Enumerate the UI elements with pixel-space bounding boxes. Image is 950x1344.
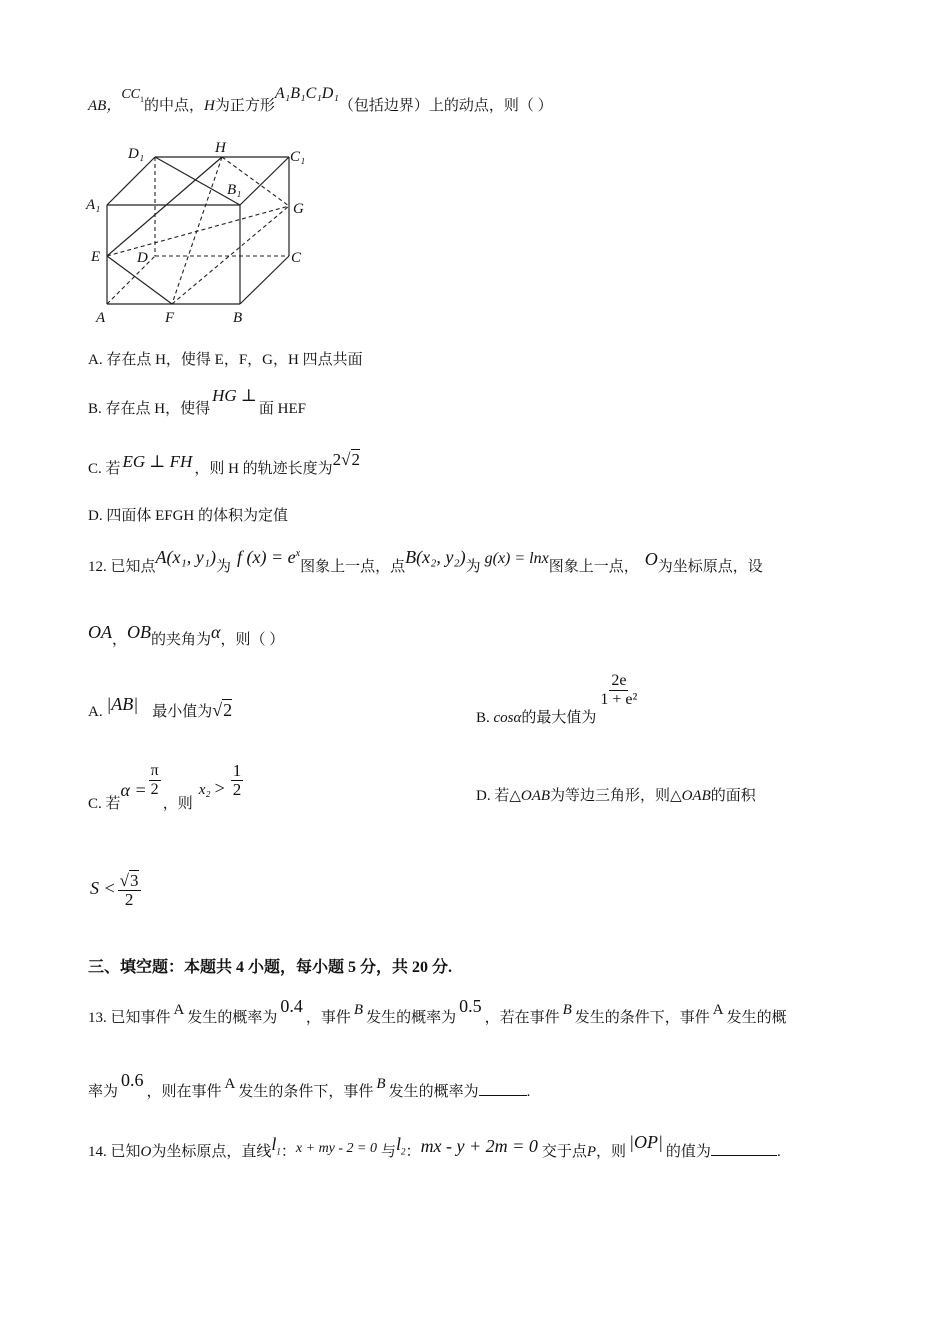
q11-option-c-math: EG ⊥ FH: [122, 452, 193, 471]
label-c1: C₁: [290, 149, 306, 165]
q11-option-b-math: HG ⊥: [212, 386, 257, 405]
q13-answer-blank[interactable]: [479, 1095, 527, 1096]
q12-line2-tail: ，则（ ）: [220, 632, 285, 648]
q13-f: 发生的条件下，事件: [574, 1010, 710, 1026]
q11-option-c-val: 2: [332, 450, 342, 469]
q13-l2-b: ，则在事件: [146, 1084, 222, 1100]
q12-option-c-x2: x₂: [198, 781, 211, 798]
q14-line: [88, 1132, 781, 1168]
q12-option-d-pre: D. 若: [476, 788, 510, 804]
q11-intro: [88, 85, 553, 122]
q12-pre: 12. 已知点: [88, 559, 156, 575]
q12-option-c-alpha: α =: [120, 779, 147, 800]
q12-option-d-tri2: △OAB: [670, 788, 711, 804]
label-d: D: [137, 250, 148, 266]
q12-option-a-pre: A.: [88, 704, 103, 720]
edge-a1d1: [107, 157, 155, 205]
label-c: C: [291, 250, 302, 266]
q13-event-b: B: [353, 1002, 364, 1018]
label-a: A: [96, 310, 106, 326]
q13-c: ，事件: [305, 1010, 351, 1026]
q11-mid: 的中点，: [144, 98, 205, 114]
q14-op: |OP|: [629, 1132, 663, 1152]
q11-tail: （包括边界）上的动点，则（ ）: [338, 98, 553, 114]
q12-option-c-two2: 2: [232, 780, 242, 799]
q13-b: 发生的概率为: [187, 1010, 278, 1026]
label-f: F: [165, 310, 175, 326]
q14-l2-sub: 2: [401, 1146, 406, 1157]
q11-option-d: D. 四面体 EFGH 的体积为定值: [88, 508, 289, 524]
q14-colon1: ：: [280, 1144, 296, 1160]
q12-option-b-num: 2e: [611, 672, 627, 689]
q12-wei: 为: [216, 559, 232, 575]
q12-option-d: [476, 786, 756, 806]
q12-point-b: B(x₂, y₂): [405, 547, 466, 567]
q12-line2: [88, 622, 285, 650]
q12-mid2: 图象上一点，: [548, 559, 639, 575]
q12-comma: ，: [112, 632, 128, 648]
q12-mid-angle: 的夹角为: [151, 632, 212, 648]
q12-ob: OB: [127, 622, 152, 642]
q13-event-b2: B: [562, 1002, 572, 1018]
q11-square: 为正方形: [214, 98, 275, 114]
q11-option-c: C. 若 EG ⊥ FH ，则 H 的轨迹长度为2√2: [88, 450, 361, 477]
q14-yu: 与: [381, 1144, 397, 1160]
q12-option-d-tri: △OAB: [509, 788, 551, 804]
q11-ab: AB，: [88, 98, 122, 114]
q12-tail: 为坐标原点，设: [657, 559, 763, 575]
q13-l2-d: 发生的概率为: [388, 1084, 479, 1100]
q12-option-c-pi: π: [150, 762, 159, 779]
q12-oa: OA: [88, 622, 112, 642]
cube-figure: [80, 130, 320, 330]
label-d1: D₁: [128, 146, 145, 162]
q12-option-d-mid: 为等边三角形，则: [550, 788, 671, 804]
q12-func-g: g(x) = lnx: [484, 550, 549, 567]
q12-option-c-gt: >: [214, 777, 225, 798]
q12-option-c: [88, 761, 245, 812]
q11-option-c-mid: ，则 H 的轨迹长度为: [194, 461, 333, 477]
q11-option-c-sqrt: 2: [351, 450, 361, 469]
q14-answer-blank[interactable]: [711, 1155, 777, 1156]
q12-option-a-math: |AB|: [106, 694, 139, 714]
q14-l1-sub: 1: [276, 1146, 281, 1157]
q14-a: 14. 已知: [88, 1144, 141, 1160]
q11-h: H: [204, 98, 215, 114]
q12-option-a-sqrt: 2: [223, 700, 233, 720]
q12-option-a: A. |AB| 最小值为√2: [88, 694, 233, 720]
q14-l2: l: [396, 1134, 402, 1154]
q12-option-b-mid: 的最大值为: [521, 709, 597, 726]
q13-l2-p: 0.6: [121, 1070, 144, 1090]
edge-b1c1: [240, 157, 289, 205]
q12-option-c-one: 1: [232, 761, 242, 780]
section3-heading: 三、填空题：本题共 4 小题，每小题 5 分，共 20 分.: [88, 959, 453, 976]
segment-fg: [172, 206, 289, 304]
q12-option-b-den: 1 + e²: [600, 691, 638, 708]
q14-end: .: [776, 1144, 781, 1160]
q12-origin: O: [644, 549, 658, 569]
q13-l2-end: .: [526, 1084, 531, 1100]
q14-l1: l: [271, 1134, 277, 1154]
q14-colon2: ：: [405, 1144, 421, 1160]
q14-eq1: x + my - 2 = 0: [295, 1141, 378, 1156]
q11-cc: CC: [121, 87, 141, 102]
edge-bc: [240, 256, 289, 304]
q12-option-b-pre: B.: [476, 709, 490, 726]
q13-event-a: A: [173, 1002, 185, 1018]
q11-a1b1c1d1: A₁B₁C₁D₁: [274, 85, 339, 102]
q14-eq2: mx - y + 2m = 0: [420, 1136, 538, 1156]
q13-l2-event-b: B: [376, 1076, 386, 1092]
q13-line2: [88, 1070, 531, 1102]
q12-point-a: A(x₁, y₁): [155, 547, 216, 567]
q12-alpha: α: [211, 622, 221, 642]
q12-option-c-ze: ，则: [162, 795, 193, 812]
q12-option-c-pre: C. 若: [88, 795, 121, 812]
label-a1: A₁: [86, 197, 101, 213]
q12-wei2: 为: [465, 559, 481, 575]
q13-l2-c: 发生的条件下，事件: [238, 1084, 374, 1100]
q11-option-b: [88, 386, 306, 419]
q11-option-c-pre: C. 若: [88, 461, 121, 477]
q13-l2-event-a: A: [224, 1076, 236, 1092]
label-e: E: [91, 249, 101, 265]
q14-point-p: P: [586, 1144, 597, 1160]
q14-c: 交于点: [541, 1144, 587, 1160]
label-b1: B₁: [227, 182, 242, 198]
q12-func-f: f (x) = e: [237, 547, 296, 567]
q12-option-c-two: 2: [150, 781, 159, 798]
q12-func-f-sup: x: [295, 548, 301, 559]
q12-option-d-area: S < $\frac{√3}{2}$: [90, 871, 139, 909]
q12-s-den: 2: [124, 890, 134, 909]
q12-line1: [88, 547, 763, 577]
q13-p1: 0.4: [280, 996, 303, 1016]
q12-option-b: [476, 672, 641, 726]
segment-eg: [107, 206, 289, 256]
q12-option-b-cos: cosα: [493, 709, 522, 726]
q13-p2: 0.5: [459, 996, 482, 1016]
q12-s-num: 3: [130, 871, 139, 890]
q12-option-d-tail: 的面积: [710, 788, 756, 804]
q13-event-a2: A: [712, 1002, 724, 1018]
q13-line1: [88, 996, 787, 1028]
q11-option-a: A. 存在点 H，使得 E，F，G，H 四点共面: [88, 352, 363, 368]
q13-l2-a: 率为: [88, 1084, 119, 1100]
q14-d: ，则: [596, 1144, 627, 1160]
q13-g: 发生的概: [726, 1010, 787, 1026]
q12-s-lhs: S <: [90, 877, 116, 898]
q13-e: ，若在事件: [484, 1010, 560, 1026]
q14-b: 为坐标原点，直线: [151, 1144, 272, 1160]
label-b: B: [233, 310, 243, 326]
q11-cc-sub: 1: [140, 94, 145, 104]
q12-option-a-mid: 最小值为: [152, 704, 213, 720]
label-h: H: [215, 140, 226, 156]
q13-d: 发生的概率为: [366, 1010, 457, 1026]
label-g: G: [293, 201, 304, 217]
q11-option-b-post: 面 HEF: [258, 401, 306, 417]
q14-origin: O: [140, 1144, 152, 1160]
q11-option-b-pre: B. 存在点 H，使得: [88, 401, 211, 417]
q12-mid: 图象上一点，点: [300, 559, 406, 575]
q14-e: 的值为: [665, 1144, 711, 1160]
q13-a: 13. 已知事件: [88, 1010, 171, 1026]
